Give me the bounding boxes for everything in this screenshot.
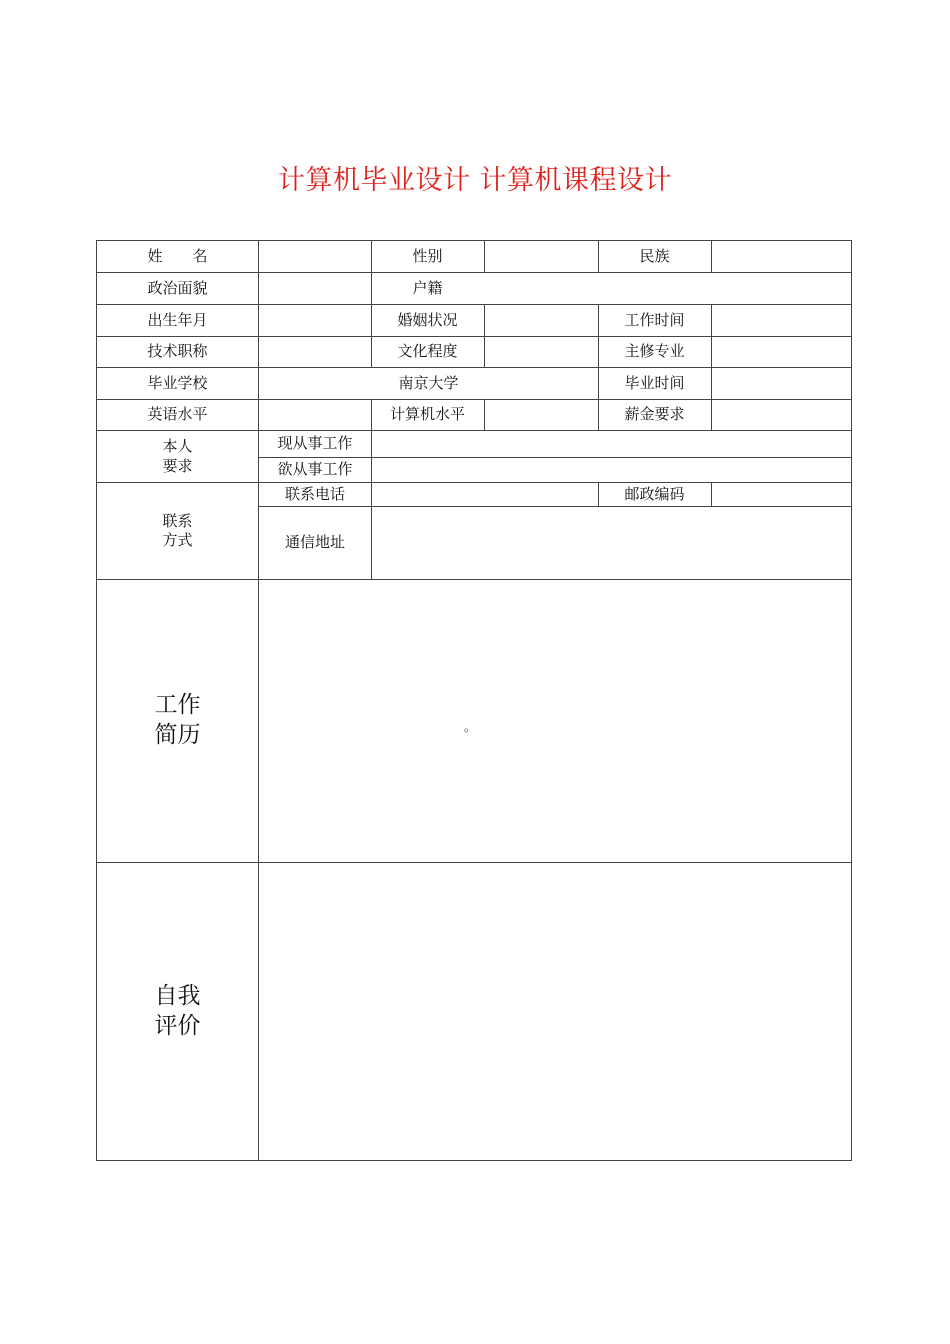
address-field[interactable]: [372, 507, 851, 579]
requirements-label-line2: 要求: [162, 456, 193, 475]
address-label: 通信地址: [284, 533, 345, 552]
work-history-field[interactable]: [259, 580, 851, 862]
contact-label-line2: 方式: [162, 531, 193, 549]
current-job-label: 现从事工作: [277, 434, 353, 453]
birth-date-field[interactable]: [259, 305, 371, 336]
contact-label: [97, 483, 258, 579]
postcode-label: 邮政编码: [624, 484, 685, 503]
document-title: 计算机毕业设计 计算机课程设计: [277, 165, 673, 196]
work-time-label: 工作时间: [624, 310, 685, 329]
graduation-time-label: 毕业时间: [624, 373, 685, 392]
desired-job-label: 欲从事工作: [277, 460, 353, 479]
salary-label: 薪金要求: [624, 405, 685, 424]
phone-label: 联系电话: [284, 484, 345, 503]
postcode-field[interactable]: [712, 483, 851, 506]
work-history-content: 。: [464, 720, 477, 734]
school-label: 毕业学校: [147, 373, 208, 392]
work-time-field[interactable]: [712, 305, 851, 336]
name-label: 姓 名: [147, 246, 208, 265]
desired-job-field[interactable]: [372, 458, 851, 482]
self-evaluation-label-line1: 自我: [154, 982, 201, 1009]
technical-title-label: 技术职称: [147, 342, 208, 361]
work-history-label-line1: 工作: [154, 692, 201, 719]
phone-field[interactable]: [372, 483, 598, 506]
salary-field[interactable]: [712, 400, 851, 430]
contact-label-line1: 联系: [162, 511, 193, 530]
gender-label: 性别: [412, 246, 443, 265]
self-evaluation-label: [97, 863, 258, 1160]
resume-form: [96, 240, 852, 1161]
self-evaluation-field[interactable]: [259, 863, 851, 1160]
computer-level-label: 计算机水平: [389, 405, 465, 424]
technical-title-field[interactable]: [259, 337, 371, 367]
political-status-label: 政治面貌: [147, 278, 208, 297]
ethnicity-field[interactable]: [712, 241, 851, 272]
ethnicity-label: 民族: [639, 246, 670, 265]
major-label: 主修专业: [624, 342, 685, 361]
work-history-label-line2: 简历: [154, 722, 201, 748]
self-evaluation-label-line2: 评价: [154, 1012, 201, 1039]
graduation-time-field[interactable]: [712, 368, 851, 399]
current-job-field[interactable]: [372, 431, 851, 457]
hukou-field[interactable]: [485, 273, 851, 304]
education-field[interactable]: [485, 337, 598, 367]
gender-field[interactable]: [485, 241, 598, 272]
birth-date-label: 出生年月: [147, 310, 208, 329]
computer-level-field[interactable]: [485, 400, 598, 430]
marital-status-field[interactable]: [485, 305, 598, 336]
requirements-label-line1: 本人: [162, 437, 193, 455]
marital-status-label: 婚姻状况: [397, 310, 458, 329]
english-level-field[interactable]: [259, 400, 371, 430]
name-field[interactable]: [259, 241, 371, 272]
work-history-label: [97, 580, 258, 862]
requirements-label: [97, 431, 258, 482]
major-field[interactable]: [712, 337, 851, 367]
political-status-field[interactable]: [259, 273, 371, 304]
school-value[interactable]: 南京大学: [398, 373, 459, 392]
english-level-label: 英语水平: [147, 405, 208, 424]
education-label: 文化程度: [397, 342, 458, 361]
hukou-label: 户籍: [412, 278, 443, 297]
